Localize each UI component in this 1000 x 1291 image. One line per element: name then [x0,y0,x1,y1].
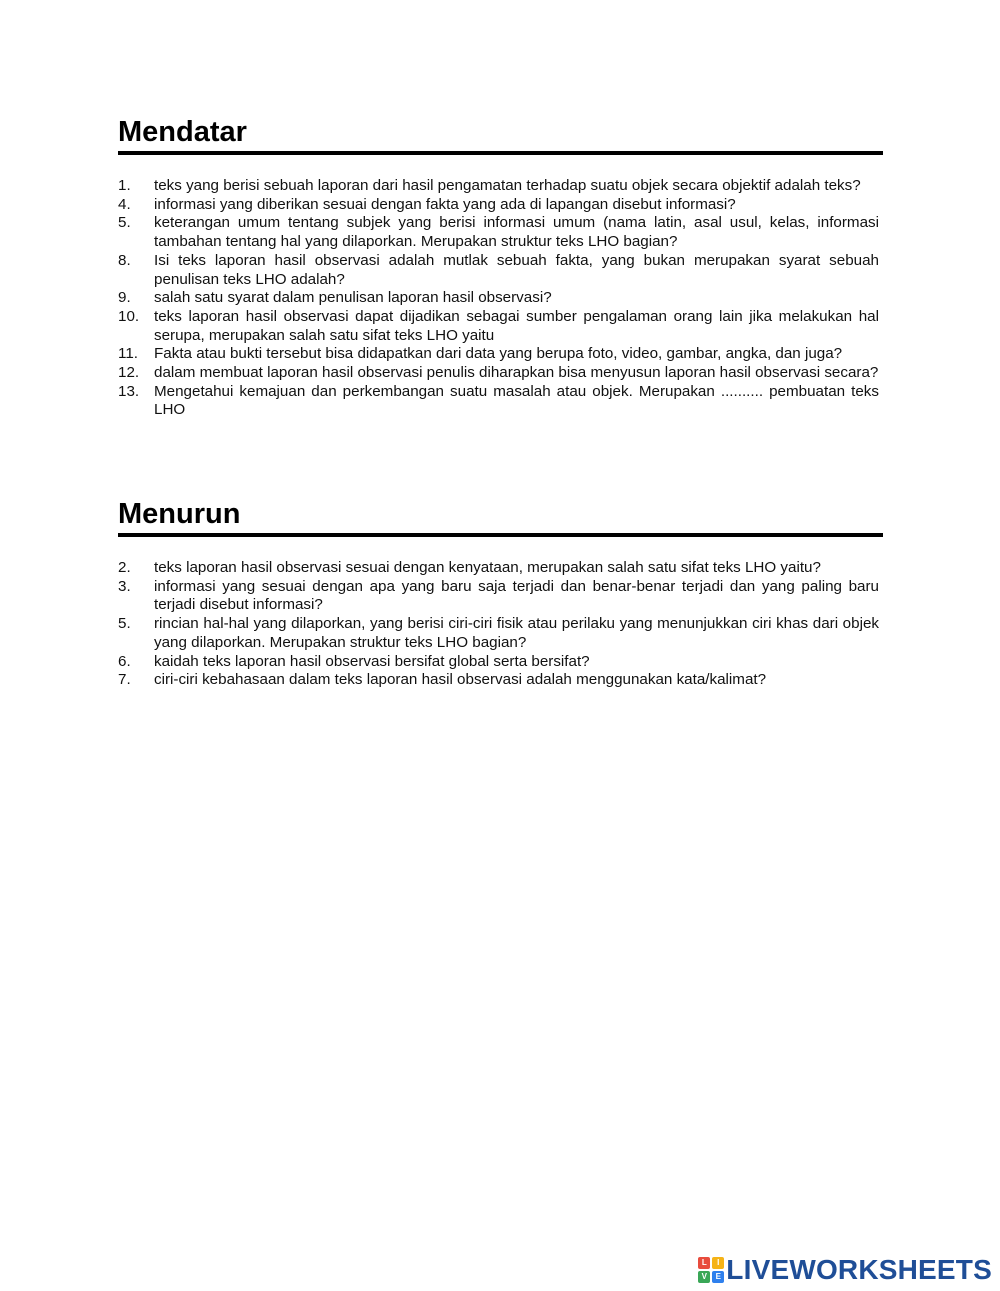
clue-number: 11. [118,345,138,363]
clue-number: 3. [118,577,131,595]
menurun-section [118,497,883,690]
clue-item [118,671,883,690]
menurun-title: Menurun [118,498,241,530]
menurun-divider [118,533,883,537]
clue-text: informasi yang diberikan sesuai dengan fakta yang ada di lapangan disebut informasi? [154,195,736,213]
clue-item [118,615,883,652]
clue-number: 13. [118,382,140,400]
clue-item [118,653,883,672]
clue-text: informasi yang sesuai dengan apa yang baru saja terjadi dan benar-benar terjadi dan yang paling baru terjadi disebut informasi? [154,577,879,614]
clue-text: keterangan umum tentang subjek yang berisi informasi umum (nama latin, asal usul, kelas, informasi tambahan tentang hal yang dilaporkan. Merupakan struktur teks LHO bagian? [154,214,879,251]
mendatar-title: Mendatar [118,116,247,148]
clue-text: teks laporan hasil observasi dapat dijadikan sebagai sumber pengalaman orang lain jika melakukan hal serupa, merupakan salah satu sifat teks LHO yaitu [154,307,879,344]
clue-text: salah satu syarat dalam penulisan laporan hasil observasi? [154,289,552,307]
clue-number: 7. [118,671,131,689]
clue-text: Mengetahui kemajuan dan perkembangan suatu masalah atau objek. Merupakan .......... pembuatan teks LHO [154,382,879,419]
clue-item [118,364,883,383]
clue-item [118,289,883,308]
clue-text: rincian hal-hal yang dilaporkan, yang berisi ciri-ciri fisik atau perilaku yang menunjukkan ciri khas dari objek yang dilaporkan. Merupakan struktur teks LHO bagian? [154,615,879,651]
clue-number: 9. [118,289,131,307]
liveworksheets-brand [698,1255,992,1285]
clue-item [118,383,883,420]
liveworksheets-logo-icon [698,1257,724,1283]
clue-text: dalam membuat laporan hasil observasi penulis diharapkan bisa menyusun laporan hasil observasi secara? [154,364,879,382]
clue-number: 5. [118,214,131,232]
brand-name: LIVEWORKSHEETS [726,1254,992,1285]
clue-text: teks yang berisi sebuah laporan dari hasil pengamatan terhadap suatu objek secara objektif adalah teks? [154,177,861,194]
clue-item [118,252,883,289]
clue-text: kaidah teks laporan hasil observasi bersifat global serta bersifat? [154,652,590,670]
clue-item [118,578,883,615]
clue-number: 4. [118,195,131,213]
clue-item [118,177,883,196]
clue-number: 8. [118,251,131,269]
clue-text: teks laporan hasil observasi sesuai dengan kenyataan, merupakan salah satu sifat teks LHO yaitu? [154,559,821,576]
clue-item [118,559,883,578]
clue-number: 12. [118,364,140,382]
clue-item [118,196,883,215]
mendatar-section [118,115,883,420]
clue-number: 6. [118,652,131,670]
clue-text: Fakta atau bukti tersebut bisa didapatkan dari data yang berupa foto, video, gambar, angka, dan juga? [154,345,843,363]
logo-letter: I [712,1257,724,1269]
mendatar-divider [118,151,883,155]
clue-text: ciri-ciri kebahasaan dalam teks laporan hasil observasi adalah menggunakan kata/kalimat? [154,671,767,689]
logo-letter: E [712,1271,724,1283]
clue-number: 1. [118,177,131,194]
menurun-clue-list [118,559,883,690]
clue-number: 2. [118,559,131,576]
logo-letter: L [698,1257,710,1269]
clue-item [118,214,883,251]
clue-number: 10. [118,307,140,325]
clue-item [118,345,883,364]
clue-number: 5. [118,615,131,633]
mendatar-clue-list [118,177,883,420]
logo-letter: V [698,1271,710,1283]
clue-item [118,308,883,345]
clue-text: Isi teks laporan hasil observasi adalah mutlak sebuah fakta, yang bukan merupakan syarat sebuah penulisan teks LHO adalah? [154,251,879,288]
